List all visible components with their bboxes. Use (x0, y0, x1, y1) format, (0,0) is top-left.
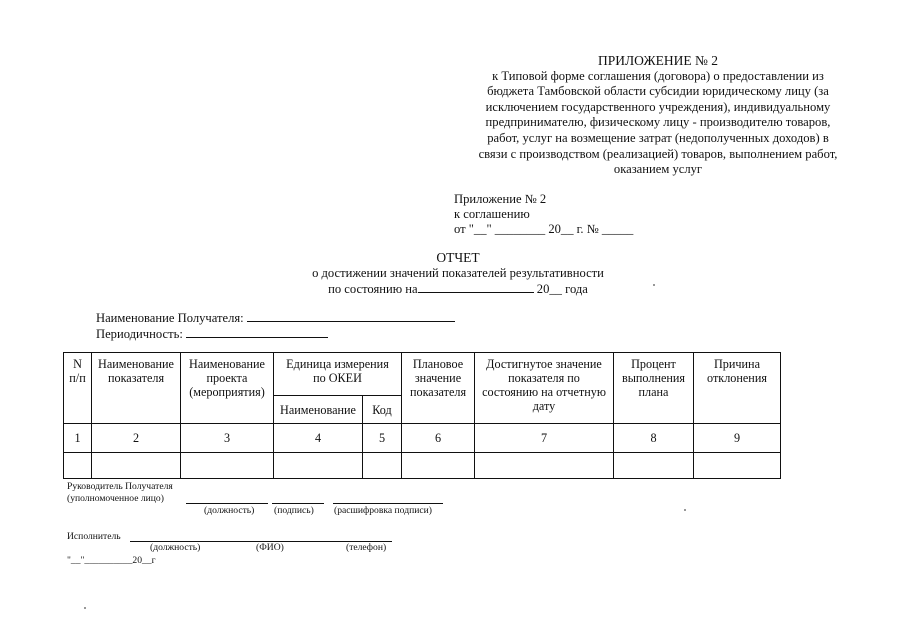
header-text: плана (638, 385, 669, 399)
column-number: 8 (614, 424, 694, 453)
header-text: Процент (631, 357, 676, 371)
header-text: по ОКЕИ (313, 371, 362, 385)
scan-speck (684, 509, 686, 511)
report-title: ОТЧЕТ (436, 250, 480, 265)
report-date-blank[interactable] (418, 281, 534, 293)
header-text: показателя по (508, 371, 580, 385)
table-cell[interactable] (92, 453, 181, 479)
header-line: к Типовой форме соглашения (договора) о предоставлении из (492, 68, 824, 83)
header-line: предпринимателю, физическому лицу - производителю товаров, (485, 115, 831, 130)
scan-speck (653, 284, 655, 286)
col-header-achieved (475, 353, 614, 424)
periodicity-field[interactable] (186, 326, 328, 338)
recipient-name-field[interactable] (247, 310, 455, 322)
table-cell[interactable] (475, 453, 614, 479)
col-header-unit-name: Наименование (274, 396, 363, 424)
report-subtitle: о достижении значений показателей результативности (312, 265, 604, 280)
recipient-name-label: Наименование Получателя: (96, 311, 244, 325)
recipient-block (96, 310, 455, 342)
caption-signature: (подпись) (274, 505, 314, 516)
report-heading (300, 250, 616, 298)
table-cell[interactable] (363, 453, 402, 479)
col-header-percent (614, 353, 694, 424)
column-number: 3 (181, 424, 274, 453)
sign-date-line: "__"__________20__г (67, 555, 156, 566)
column-number: 4 (274, 424, 363, 453)
head-position-line[interactable] (186, 503, 268, 504)
header-text: N (73, 357, 82, 371)
table-cell[interactable] (614, 453, 694, 479)
report-date-prefix: по состоянию на (328, 282, 418, 297)
column-number: 9 (694, 424, 781, 453)
head-name-line[interactable] (333, 503, 443, 504)
table-cell[interactable] (181, 453, 274, 479)
col-header-num (64, 353, 92, 424)
table-cell[interactable] (694, 453, 781, 479)
agreement-date-line: от "__" ________ 20__ г. № _____ (454, 222, 634, 237)
header-text: выполнения (621, 371, 686, 385)
col-header-planned (402, 353, 475, 424)
table-column-numbers-row (64, 424, 781, 453)
head-sublabel: (уполномоченное лицо) (67, 493, 164, 504)
header-text: проекта (206, 371, 248, 385)
header-line: оказанием услуг (613, 162, 703, 177)
caption-position: (должность) (204, 505, 255, 516)
header-text: Единица измерения (286, 357, 389, 371)
col-header-reason (694, 353, 781, 424)
agreement-appendix-ref: к соглашению (454, 207, 530, 222)
header-text: Достигнутое значение (486, 357, 602, 371)
header-text: отклонения (707, 371, 767, 385)
header-text: (мероприятия) (189, 385, 265, 399)
head-signature-line[interactable] (272, 503, 324, 504)
column-number: 6 (402, 424, 475, 453)
header-text: Наименование (98, 357, 174, 371)
scan-speck (84, 607, 86, 609)
column-number: 7 (475, 424, 614, 453)
report-date-suffix: 20__ года (536, 282, 588, 297)
col-header-unit-code: Код (363, 396, 402, 424)
header-text: показателя (107, 371, 165, 385)
table-cell[interactable] (64, 453, 92, 479)
header-text: Причина (713, 357, 760, 371)
periodicity-label: Периодичность: (96, 327, 183, 341)
table-row (64, 453, 781, 479)
table-header-row (64, 353, 781, 396)
appendix-title: ПРИЛОЖЕНИЕ № 2 (597, 53, 719, 68)
caption-executor-name: (ФИО) (256, 542, 284, 553)
header-line: связи с производством (реализацией) товаров, выполнением работ, (478, 146, 838, 161)
col-header-project (181, 353, 274, 424)
column-number: 5 (363, 424, 402, 453)
header-text: состоянию на отчетную (482, 385, 606, 399)
executor-label: Исполнитель (67, 531, 121, 542)
col-header-unit (274, 353, 402, 396)
agreement-appendix (454, 192, 633, 238)
header-text: дату (532, 399, 556, 413)
periodicity-row (96, 326, 455, 342)
report-date-line (300, 281, 616, 298)
table-cell[interactable] (402, 453, 475, 479)
column-number: 1 (64, 424, 92, 453)
appendix-header (458, 53, 858, 178)
header-line: исключением государственного учреждения), индивидуальному (485, 99, 831, 114)
header-text: Плановое (412, 357, 464, 371)
header-text: Наименование (189, 357, 265, 371)
header-line: бюджета Тамбовской области субсидии юридическому лицу (за (487, 84, 829, 99)
table-cell[interactable] (274, 453, 363, 479)
header-text: показателя (409, 385, 467, 399)
column-number: 2 (92, 424, 181, 453)
indicators-table (63, 352, 781, 479)
recipient-name-row (96, 310, 455, 326)
agreement-appendix-title: Приложение № 2 (454, 192, 547, 206)
caption-signature-decoding: (расшифровка подписи) (334, 505, 432, 516)
col-header-indicator (92, 353, 181, 424)
caption-executor-position: (должность) (150, 542, 201, 553)
header-line: работ, услуг на возмещение затрат (недополученных доходов) в (487, 130, 829, 145)
head-label: Руководитель Получателя (67, 481, 173, 492)
header-text: значение (414, 371, 462, 385)
header-text: п/п (69, 371, 86, 385)
caption-executor-phone: (телефон) (346, 542, 387, 553)
